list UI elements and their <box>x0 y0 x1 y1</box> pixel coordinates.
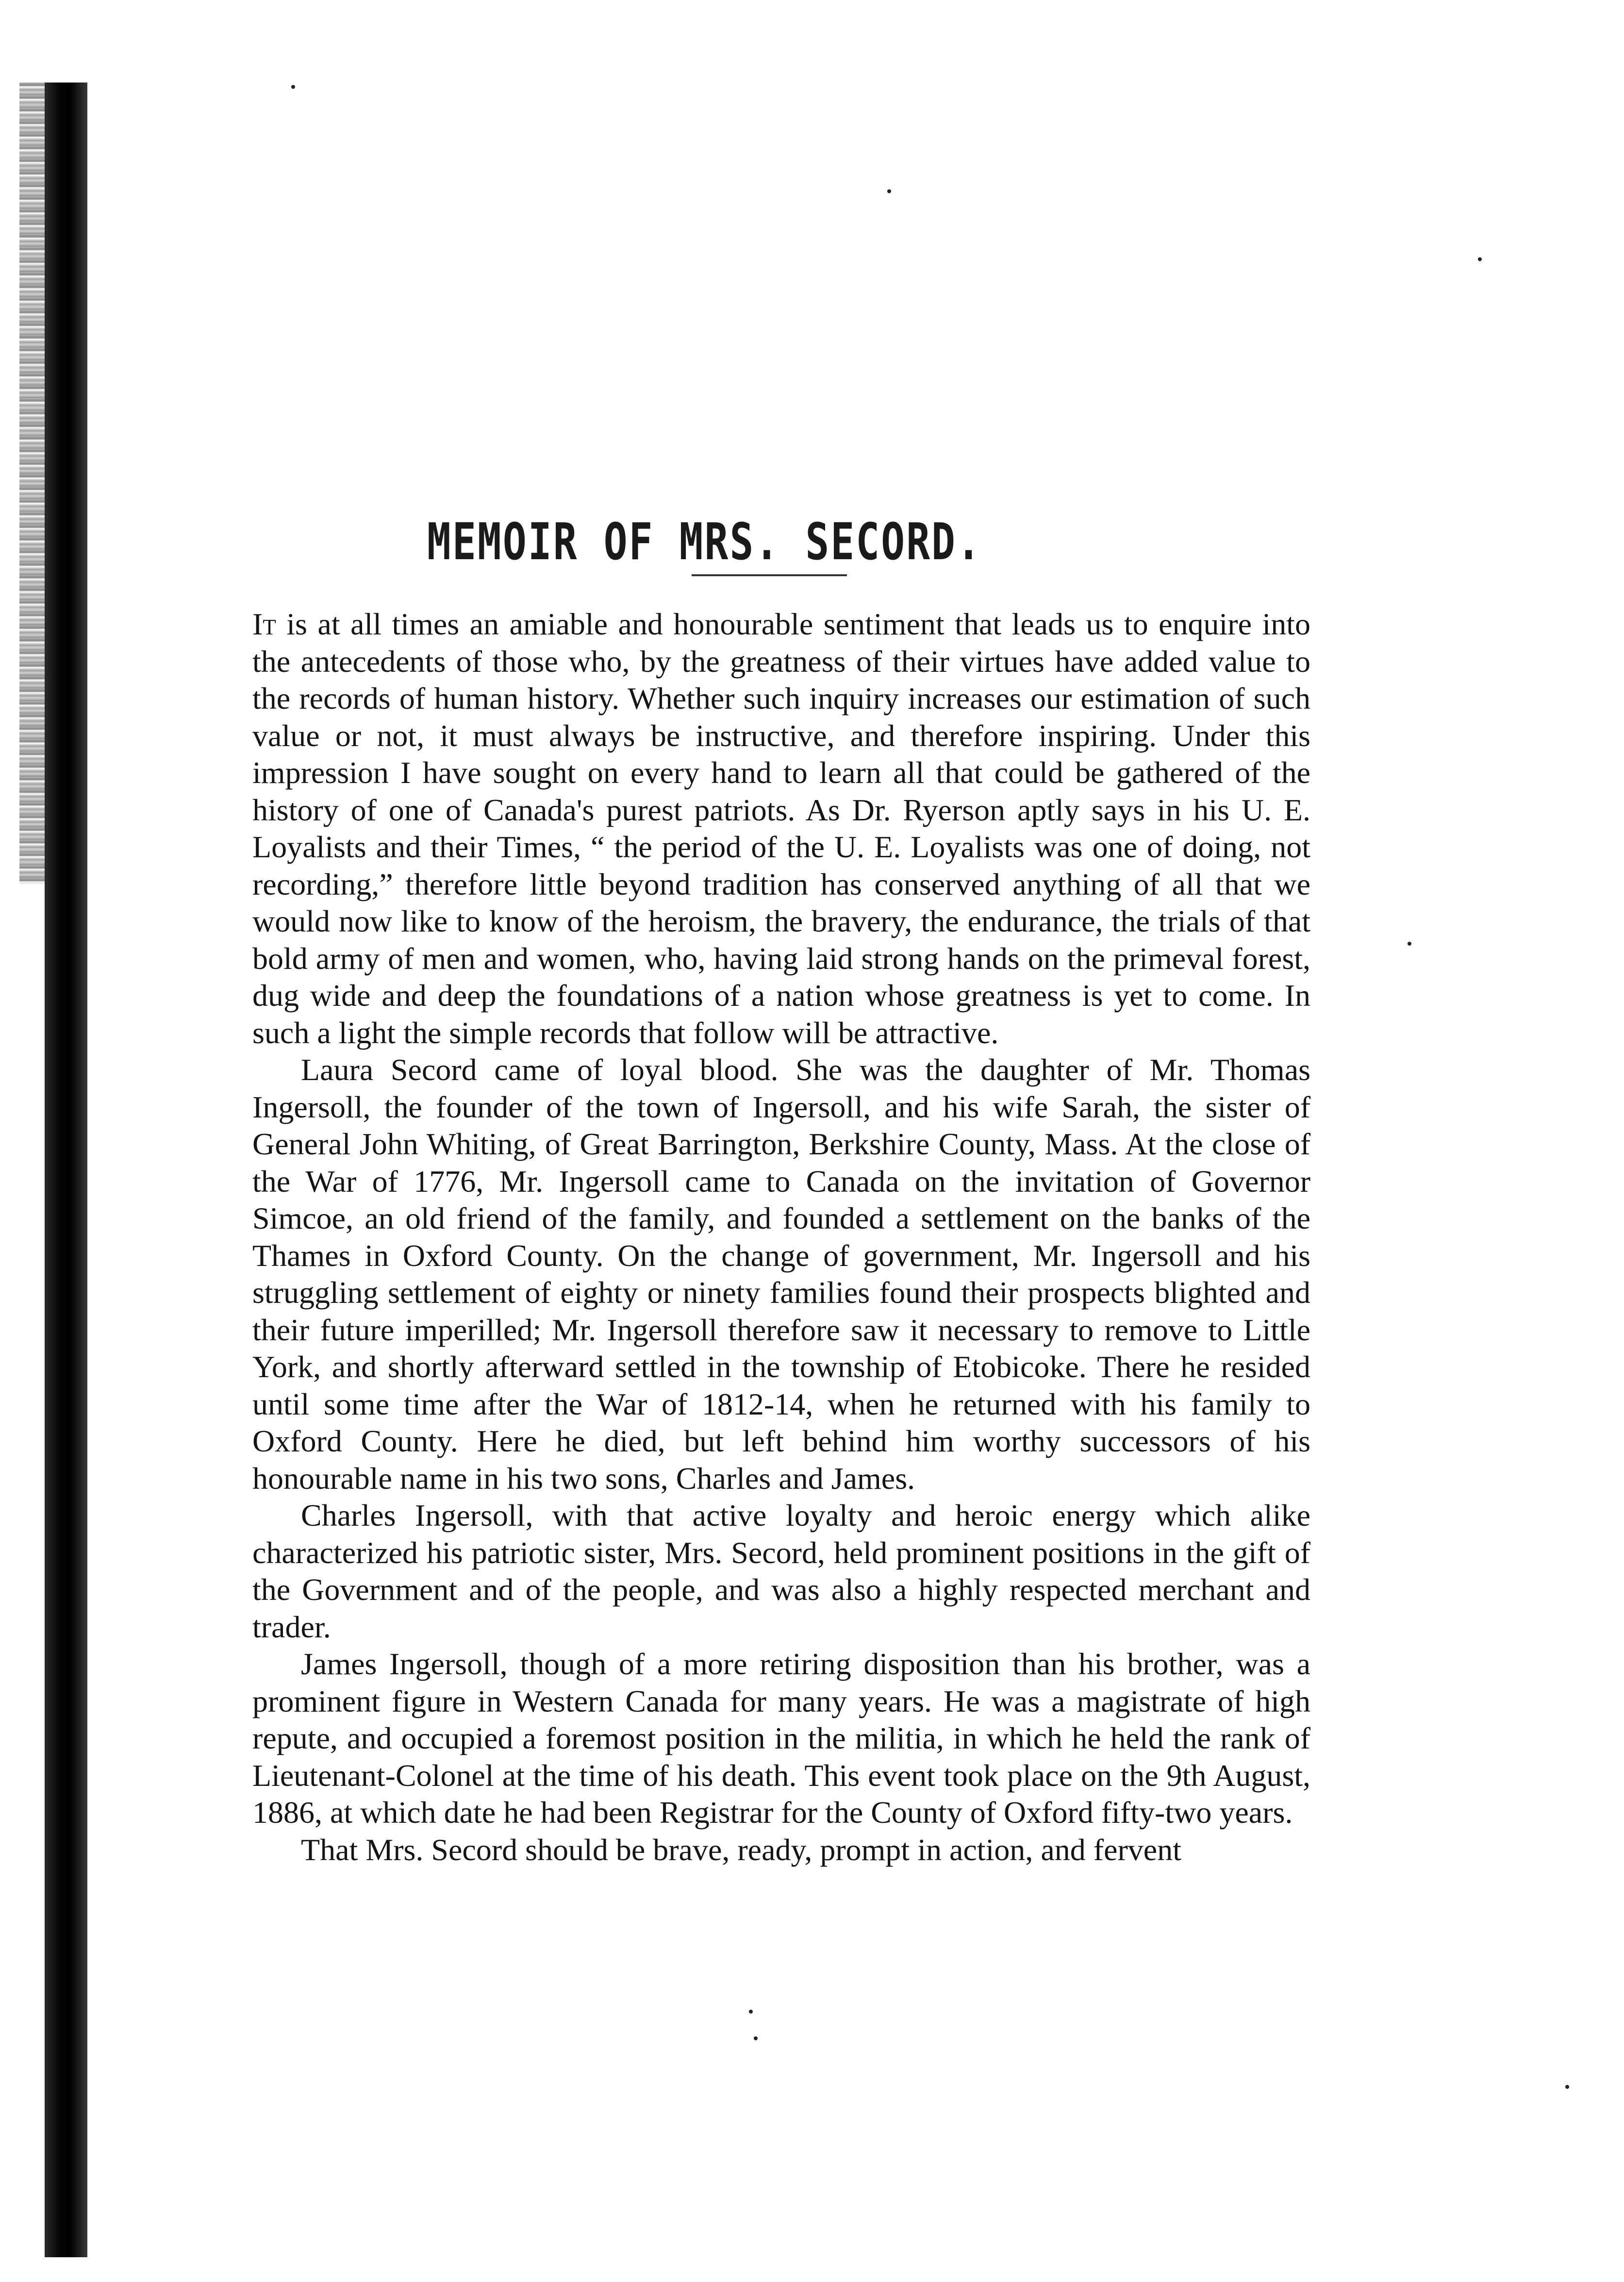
page-binding-edge <box>45 83 87 2257</box>
ink-speck <box>291 85 295 89</box>
paragraph-3: Charles Ingersoll, with that active loyalty and heroic energy which alike characterized his patriotic sister, Mrs. Secord, held prominent positions in the gift of the Government and of the people, and was also a highly respected merchant and trader. <box>252 1498 1310 1644</box>
memoir-body <box>252 606 1310 1868</box>
ink-speck <box>1478 257 1482 261</box>
title-rule <box>692 574 847 576</box>
page-title: MEMOIR OF MRS. SECORD. <box>427 512 982 571</box>
ink-speck <box>749 2010 753 2014</box>
ink-speck <box>1408 942 1411 946</box>
paragraph-2: Laura Secord came of loyal blood. She was the daughter of Mr. Thomas Ingersoll, the founder of the town of Ingersoll, and his wife Sarah, the sister of General John Whiting, of Great Barrington, Berkshire County, Mass. At the close of the War of 1776, Mr. Ingersoll came to Canada on the invitation of Governor Simcoe, an old friend of the family, and founded a settlement on the banks of the Thames in Oxford County. On the change of government, Mr. Ingersoll and his struggling settlement of eighty or ninety families found their prospects blighted and their future imperilled; Mr. Ingersoll therefore saw it necessary to remove to Little York, and shortly afterward settled in the township of Etobicoke. There he resided until some time after the War of 1812-14, when he returned with his family to Oxford County. Here he died, but left behind him worthy successors of his honourable name in his two sons, Charles and James. <box>252 1052 1310 1496</box>
paragraph-1-lead: It <box>252 607 276 641</box>
ink-speck <box>47 672 50 676</box>
page-binding-shadow <box>19 83 49 883</box>
ink-speck <box>1565 2085 1569 2089</box>
ink-speck <box>887 189 891 193</box>
paragraph-5: That Mrs. Secord should be brave, ready, prompt in action, and fervent <box>301 1832 1181 1867</box>
paragraph-1 <box>252 606 1310 1051</box>
ink-speck <box>754 2036 758 2040</box>
paragraph-1-text: is at all times an amiable and honourable sentiment that leads us to enquire into the antecedents of those who, by the greatness of their virtues have added value to the records of human history. Whether such inquiry increases our estimation of such value or not, it must always be instructive, and therefore inspiring. Under this impression I have sought on every hand to learn all that could be gathered of the history of one of Canada's purest patriots. As Dr. Ryerson aptly says in his U. E. Loyalists and their Times, “ the period of the U. E. Loyalists was one of doing, not recording,” therefore little beyond tradition has conserved anything of all that we would now like to know of the heroism, the bravery, the endurance, the trials of that bold army of men and women, who, having laid strong hands on the primeval forest, dug wide and deep the foundations of a nation whose greatness is yet to come. In such a light the simple records that follow will be attractive. <box>252 607 1310 1050</box>
paragraph-4: James Ingersoll, though of a more retiring disposition than his brother, was a prominent figure in Western Canada for many years. He was a magistrate of high repute, and occupied a foremost position in the militia, in which he held the rank of Lieutenant-Colonel at the time of his death. This event took place on the 9th August, 1886, at which date he had been Registrar for the County of Oxford fifty-two years. <box>252 1647 1310 1830</box>
